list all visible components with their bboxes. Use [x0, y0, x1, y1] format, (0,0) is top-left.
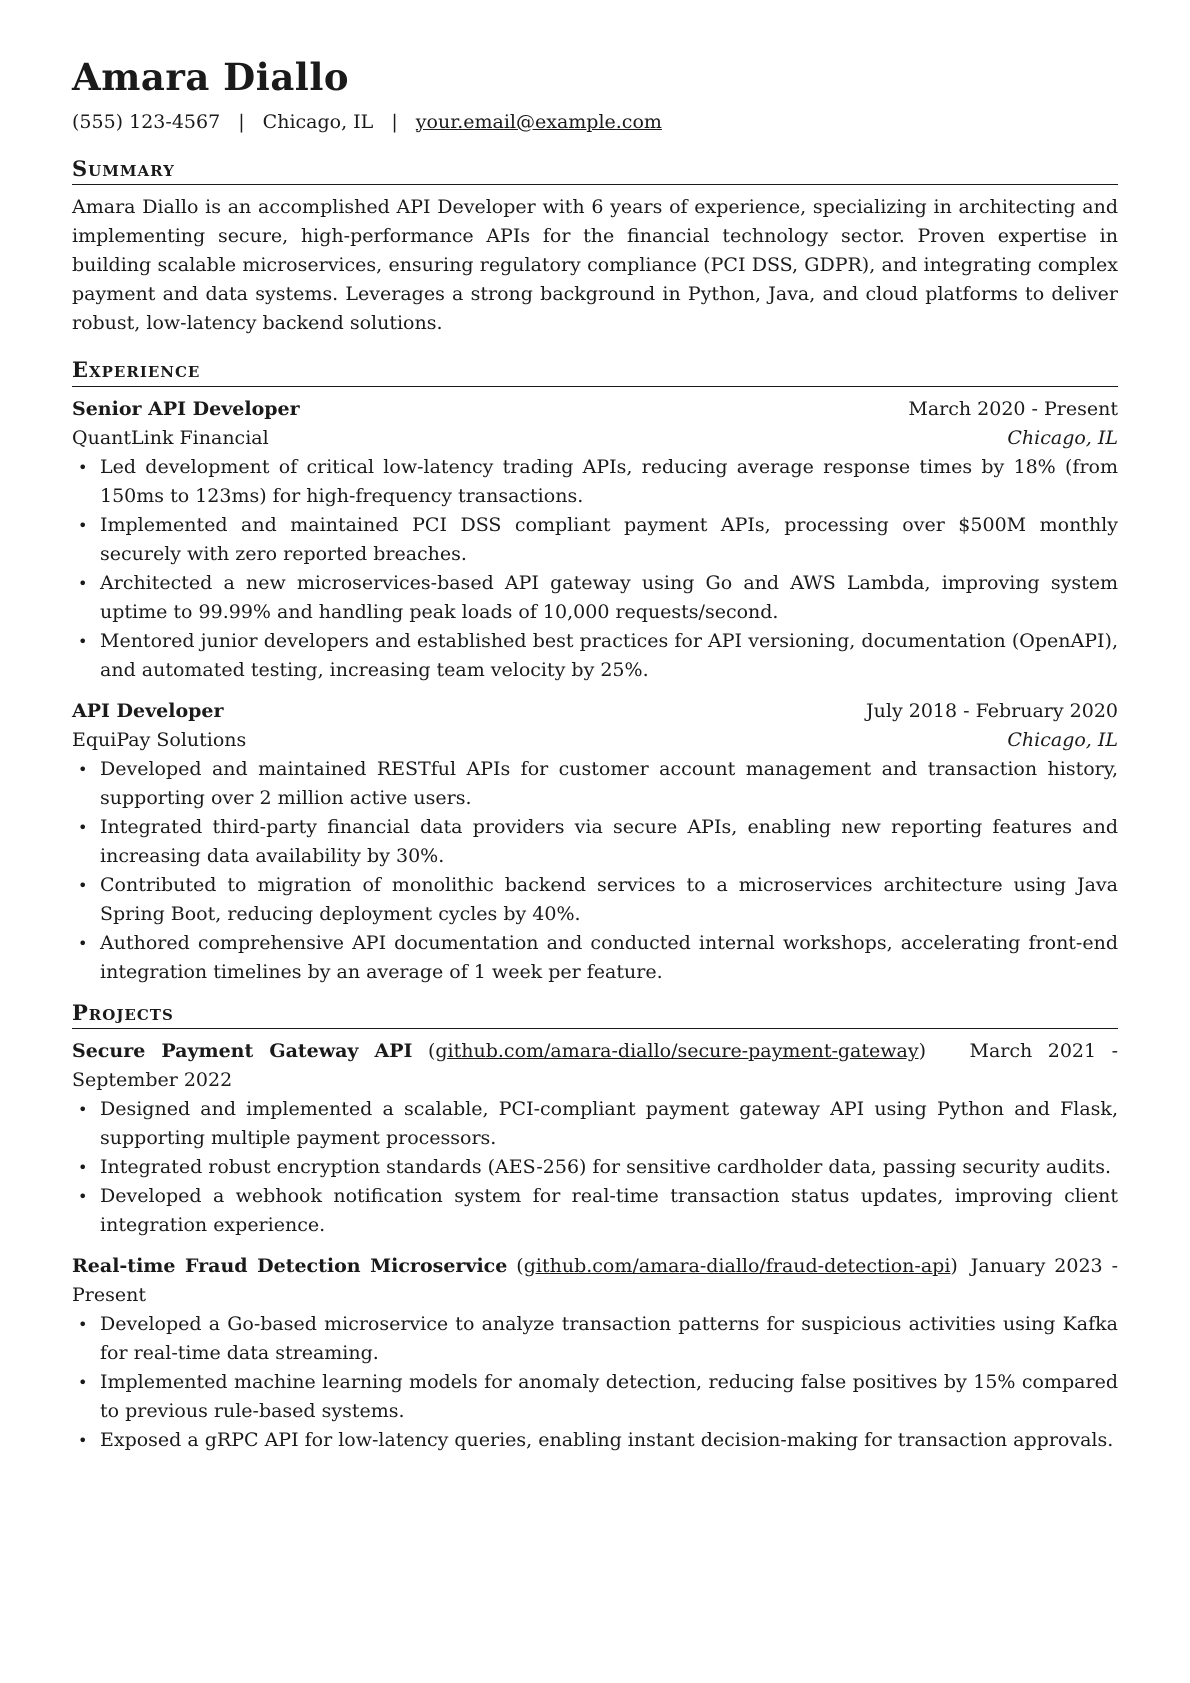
experience-section: [72, 356, 1118, 986]
job-bullet: • Authored comprehensive API documentation and conducted internal workshops, accelerating front-end integration timelines by an average of 1 week per feature.: [72, 929, 1118, 987]
job-bullet: • Architected a new microservices-based API gateway using Go and AWS Lambda, improving system uptime to 99.99% and handling peak loads of 10,000 requests/second.: [72, 569, 1118, 627]
project-dates: January 2023 - Present: [72, 1255, 1119, 1307]
job-company: QuantLink Financial: [72, 426, 269, 449]
job-dates: July 2018 - February 2020: [866, 699, 1118, 722]
contact-separator: |: [238, 110, 245, 133]
job-dates: March 2020 - Present: [908, 397, 1118, 420]
job-bullet: • Implemented and maintained PCI DSS compliant payment APIs, processing over $500M monthly securely with zero reported breaches.: [72, 511, 1118, 569]
project-header: Real-time Fraud Detection Microservice (github.com/amara-diallo/fraud-detection-api) January 2023 - Present: [72, 1255, 1119, 1307]
contact-line: [72, 109, 1118, 136]
job-bullets: [72, 453, 1118, 685]
job-entry: [72, 697, 1118, 987]
job-bullet: • Integrated third-party financial data providers via secure APIs, enabling new reporting features and increasing data availability by 30%.: [72, 813, 1118, 871]
job-role: Senior API Developer: [72, 397, 300, 420]
email-link[interactable]: your.email@example.com: [415, 110, 662, 133]
job-entry: [72, 395, 1118, 685]
project-bullets: [72, 1310, 1118, 1455]
section-title-projects: Projects: [72, 999, 1118, 1029]
job-header: [72, 697, 1118, 726]
job-bullet: • Led development of critical low-latency trading APIs, reducing average response times by 18% (from 150ms to 123ms) for high-frequency transactions.: [72, 453, 1118, 511]
summary-section: [72, 155, 1118, 338]
project-name: Secure Payment Gateway API: [72, 1040, 413, 1063]
job-bullet: • Contributed to migration of monolithic backend services to a microservices architecture using Java Spring Boot, reducing deployment cycles by 40%.: [72, 871, 1118, 929]
job-role: API Developer: [72, 699, 224, 722]
job-company: EquiPay Solutions: [72, 728, 247, 751]
project-entry: [72, 1037, 1118, 1240]
project-name: Real-time Fraud Detection Microservice: [72, 1255, 508, 1278]
section-title-summary: Summary: [72, 155, 1118, 185]
job-location: Chicago, IL: [1007, 426, 1118, 449]
project-link[interactable]: github.com/amara-diallo/fraud-detection-api: [523, 1255, 951, 1278]
job-bullet: • Developed and maintained RESTful APIs for customer account management and transaction history, supporting over 2 million active users.: [72, 755, 1118, 813]
job-subheader: [72, 424, 1118, 453]
project-bullet: • Developed a Go-based microservice to analyze transaction patterns for suspicious activities using Kafka for real-time data streaming.: [72, 1310, 1118, 1368]
project-bullet: • Implemented machine learning models for anomaly detection, reducing false positives by 15% compared to previous rule-based systems.: [72, 1368, 1118, 1426]
project-bullet: • Developed a webhook notification system for real-time transaction status updates, improving client integration experience.: [72, 1182, 1118, 1240]
location: Chicago, IL: [262, 110, 374, 133]
job-subheader: [72, 726, 1118, 755]
project-bullet: • Designed and implemented a scalable, PCI-compliant payment gateway API using Python and Flask, supporting multiple payment processors.: [72, 1095, 1118, 1153]
projects-section: [72, 999, 1118, 1455]
candidate-name: Amara Diallo: [72, 55, 350, 99]
project-bullet: • Exposed a gRPC API for low-latency queries, enabling instant decision-making for transaction approvals.: [72, 1426, 1118, 1455]
job-header: [72, 395, 1118, 424]
phone-number: (555) 123-4567: [72, 110, 221, 133]
project-link[interactable]: github.com/amara-diallo/secure-payment-gateway: [435, 1040, 919, 1063]
project-bullet: • Integrated robust encryption standards (AES-256) for sensitive cardholder data, passing security audits.: [72, 1153, 1118, 1182]
section-title-experience: Experience: [72, 356, 1118, 386]
contact-separator: |: [391, 110, 398, 133]
job-bullets: [72, 755, 1118, 987]
project-dates: March 2021 - September 2022: [72, 1040, 1119, 1092]
summary-text: Amara Diallo is an accomplished API Developer with 6 years of experience, specializing in architecting and implementing secure, high-performance APIs for the financial technology sector. Proven expertise in building scalable microservices, ensuring regulatory compliance (PCI DSS, GDPR), and integrating complex payment and data systems. Leverages a strong background in Python, Java, and cloud platforms to deliver robust, low-latency backend solutions.: [72, 196, 1118, 335]
project-bullets: [72, 1095, 1118, 1240]
project-entry: [72, 1252, 1118, 1455]
job-bullet: • Mentored junior developers and established best practices for API versioning, documentation (OpenAPI), and automated testing, increasing team velocity by 25%.: [72, 627, 1118, 685]
job-location: Chicago, IL: [1007, 728, 1118, 751]
project-header: Secure Payment Gateway API (github.com/amara-diallo/secure-payment-gateway) March 2021 - September 2022: [72, 1040, 1119, 1092]
